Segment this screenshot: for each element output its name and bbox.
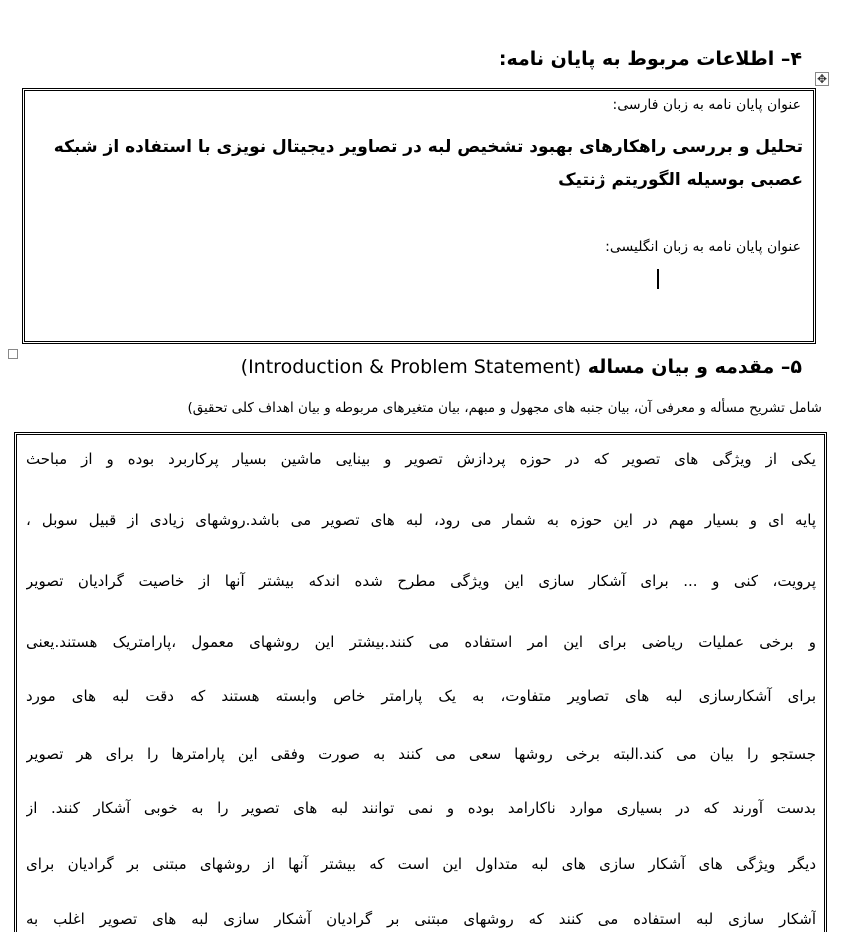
intro-text-line: جستجو را بیان می کند.البته برخی روشها سعی می کنند به صورت وفقی این پارامترها را برای هر تصویر	[26, 745, 816, 763]
english-title-label: عنوان پایان نامه به زبان انگلیسی:	[605, 239, 801, 255]
persian-title-label: عنوان پایان نامه به زبان فارسی:	[612, 97, 801, 113]
resize-handle-icon[interactable]	[8, 349, 18, 359]
table-move-handle-icon[interactable]: ✥	[816, 72, 828, 86]
intro-text-line: دیگر ویژگی های آشکار سازی های لبه متداول این است که بیشتر آنها از روشهای مبتنی بر گرادیان برای	[26, 855, 816, 873]
thesis-info-box	[22, 88, 816, 344]
section5-heading-en: (Introduction & Problem Statement)	[240, 356, 582, 378]
intro-text-line: پایه ای و بسیار مهم در این حوزه به شمار می رود، لبه های تصویر می باشد.روشهای زیادی از قبیل سوبل ،	[26, 511, 816, 529]
intro-text-line: پرویت، کنی و ... برای آشکار سازی این ویژگی مطرح شده اندکه بیشتر آنها از خاصیت گرادیان تصویر	[26, 572, 816, 590]
section4-heading: ۴– اطلاعات مربوط به پایان نامه:	[498, 48, 802, 70]
section5-description: شامل تشریح مسأله و معرفی آن، بیان جنبه های مجهول و مبهم، بیان متغیرهای مربوطه و بیان اهداف کلی تحقیق)	[187, 400, 822, 416]
section5-heading-fa: ۵– مقدمه و بیان مساله	[587, 356, 802, 378]
introduction-text-box[interactable]	[14, 432, 827, 932]
section5-heading	[241, 356, 802, 378]
intro-text-line: بدست آورند که در بسیاری موارد ناکارامد بوده و نمی توانند لبه های تصویر را به خوبی آشکار کنند. از	[26, 799, 816, 817]
intro-text-line: و برخی عملیات ریاضی برای این امر استفاده می کنند.بیشتر این روشهای معمول ،پارامتریک هستند.یعنی	[26, 633, 816, 651]
text-cursor	[657, 269, 659, 289]
intro-text-line: آشکار سازی لبه استفاده می کنند که روشهای مبتنی بر گرادیان آشکار سازی لبه های تصویر اغلب به	[26, 910, 816, 928]
intro-text-line: برای آشکارسازی لبه های تصاویر متفاوت، به یک پارامتر خاص وابسته هستند که دقت لبه های مورد	[26, 687, 816, 705]
intro-text-line: یکی از ویژگی های تصویر که در حوزه پردازش تصویر و بینایی ماشین بسیار پرکاربرد بوده و از مباحث	[26, 450, 816, 468]
persian-title-value[interactable]: تحلیل و بررسی راهکارهای بهبود تشخیص لبه در تصاویر دیجیتال نویزی با استفاده از شبکه عصبی بوسیله الگوریتم ژنتیک	[53, 137, 803, 190]
